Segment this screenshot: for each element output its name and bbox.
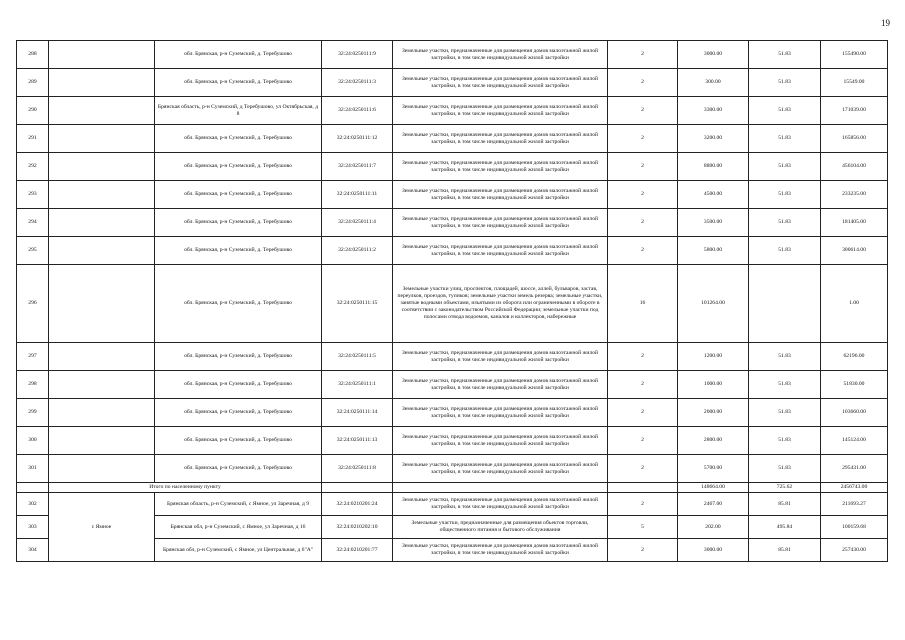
location-cell: обл. Брянская, р-н Суземский, д. Теребушово [155, 125, 322, 153]
row-number-cell: 294 [17, 209, 49, 237]
land-use-cell: Земельные участки, предназначенные для размещения домов малоэтажной жилой застройки, в том числе индивидуальной жилой застройки [393, 69, 608, 97]
empty-cell [322, 483, 393, 493]
table-row [17, 483, 888, 493]
rate-cell: 495.84 [749, 516, 821, 539]
land-use-cell: Земельные участки, предназначенные для размещения домов малоэтажной жилой застройки, в том числе индивидуальной жилой застройки [393, 427, 608, 455]
row-number-cell: 293 [17, 181, 49, 209]
cadastral-number-cell: 32:24:0250111:12 [322, 125, 393, 153]
cadastral-number-cell: 32:24:0250111:8 [322, 455, 393, 483]
land-use-cell: Земельные участки, предназначенные для размещения объектов торговли, общественного питания и бытового обслуживания [393, 516, 608, 539]
cadastral-number-cell: 32:24:0250111:7 [322, 153, 393, 181]
row-number-cell: 297 [17, 343, 49, 371]
empty-cell [49, 209, 155, 237]
area-cell: 3500.00 [678, 209, 749, 237]
use-group-cell: 2 [608, 399, 678, 427]
cadastral-number-cell: 32:24:0250111:1 [322, 371, 393, 399]
empty-cell [49, 97, 155, 125]
table-row [17, 427, 888, 455]
empty-cell [49, 125, 155, 153]
empty-cell [49, 41, 155, 69]
rate-cell: 51.83 [749, 343, 821, 371]
land-use-cell: Земельные участки, предназначенные для размещения домов малоэтажной жилой застройки, в том числе индивидуальной жилой застройки [393, 493, 608, 516]
use-group-cell: 2 [608, 125, 678, 153]
location-cell: обл. Брянская, р-н Суземский, д. Теребушово [155, 237, 322, 265]
cadastral-number-cell: 32:24:0250111:5 [322, 343, 393, 371]
area-cell: 5800.00 [678, 237, 749, 265]
location-cell: обл. Брянская, р-н Суземский, д. Теребушово [155, 209, 322, 237]
row-number-cell: 302 [17, 493, 49, 516]
use-group-cell: 2 [608, 371, 678, 399]
cadastral-value-cell: 155490.00 [821, 41, 888, 69]
table-row [17, 371, 888, 399]
empty-cell [49, 153, 155, 181]
table-row [17, 181, 888, 209]
location-cell: обл. Брянская, р-н Суземский, д. Теребушово [155, 153, 322, 181]
area-cell: 3300.00 [678, 97, 749, 125]
rate-cell: 51.83 [749, 427, 821, 455]
page-number: 19 [881, 18, 890, 28]
land-use-cell: Земельные участки, предназначенные для размещения домов малоэтажной жилой застройки, в том числе индивидуальной жилой застройки [393, 371, 608, 399]
table-row [17, 153, 888, 181]
table-row [17, 265, 888, 343]
location-cell: обл. Брянская, р-н Суземский, д. Теребушово [155, 399, 322, 427]
cadastral-value-cell: 257430.00 [821, 539, 888, 562]
cadastral-number-cell: 32:24:0210201:24 [322, 493, 393, 516]
cadastral-value-cell: 233235.00 [821, 181, 888, 209]
land-use-cell: Земельные участки, предназначенные для размещения домов малоэтажной жилой застройки, в том числе индивидуальной жилой застройки [393, 41, 608, 69]
use-group-cell: 2 [608, 493, 678, 516]
area-cell: 1000.00 [678, 371, 749, 399]
cadastral-number-cell: 32:24:0210202:10 [322, 516, 393, 539]
row-number-cell: 291 [17, 125, 49, 153]
location-cell: обл. Брянская, р-н Суземский, д. Теребушово [155, 371, 322, 399]
area-cell: 3000.00 [678, 539, 749, 562]
location-cell: обл. Брянская, р-н Суземский, д. Теребушово [155, 41, 322, 69]
area-cell: 3000.00 [678, 41, 749, 69]
empty-cell [49, 237, 155, 265]
use-group-cell: 2 [608, 181, 678, 209]
row-number-cell: 304 [17, 539, 49, 562]
rate-cell: 51.83 [749, 237, 821, 265]
land-use-cell: Земельные участки, предназначенные для размещения домов малоэтажной жилой застройки, в том числе индивидуальной жилой застройки [393, 181, 608, 209]
use-group-cell: 2 [608, 237, 678, 265]
rate-cell: 51.83 [749, 209, 821, 237]
empty-cell [608, 483, 678, 493]
row-number-cell: 288 [17, 41, 49, 69]
table-row [17, 125, 888, 153]
use-group-cell: 2 [608, 343, 678, 371]
location-cell: обл. Брянская, р-н Суземский, д. Теребушово [155, 455, 322, 483]
row-number-cell: 303 [17, 516, 49, 539]
use-group-cell: 2 [608, 153, 678, 181]
location-cell: обл. Брянская, р-н Суземский, д. Теребушово [155, 427, 322, 455]
use-group-cell: 2 [608, 209, 678, 237]
land-use-cell: Земельные участки, предназначенные для размещения домов малоэтажной жилой застройки, в том числе индивидуальной жилой застройки [393, 539, 608, 562]
cadastral-value-cell: 211693.27 [821, 493, 888, 516]
area-cell: 5700.00 [678, 455, 749, 483]
area-cell: 8800.00 [678, 153, 749, 181]
area-cell: 300.00 [678, 69, 749, 97]
cadastral-number-cell: 32:24:0250111:3 [322, 69, 393, 97]
cadastral-number-cell: 32:24:0250111:14 [322, 399, 393, 427]
rate-cell: 51.83 [749, 455, 821, 483]
empty-cell [49, 181, 155, 209]
land-use-cell: Земельные участки улиц, проспектов, площадей, шоссе, аллей, бульваров, застав, переулков, проездов, тупиков; земельные участки земель резерва; земельные участки, занятые водными объектами, изъятыми из оборота или ограниченными в обороте в соответствии с законодательством Российской Федерации; земельные участки под полосами отвода водоемов, каналов и коллекторов, набережные [393, 265, 608, 343]
area-cell: 3200.00 [678, 125, 749, 153]
location-cell: обл. Брянская, р-н Суземский, д. Теребушово [155, 265, 322, 343]
row-number-cell: 299 [17, 399, 49, 427]
cadastral-value-cell: 145124.00 [821, 427, 888, 455]
table-row [17, 493, 888, 516]
use-group-cell: 5 [608, 516, 678, 539]
location-cell: Брянская обл, р-н Суземский, с Ямное, ул Центральная, д 6"А" [155, 539, 322, 562]
land-use-cell: Земельные участки, предназначенные для размещения домов малоэтажной жилой застройки, в том числе индивидуальной жилой застройки [393, 125, 608, 153]
rate-cell: 51.83 [749, 69, 821, 97]
land-use-cell: Земельные участки, предназначенные для размещения домов малоэтажной жилой застройки, в том числе индивидуальной жилой застройки [393, 399, 608, 427]
row-number-cell: 298 [17, 371, 49, 399]
row-number-cell: 292 [17, 153, 49, 181]
table-row [17, 41, 888, 69]
empty-cell [49, 69, 155, 97]
area-cell: 1200.00 [678, 343, 749, 371]
empty-cell [49, 343, 155, 371]
cadastral-number-cell: 32:24:0250111:13 [322, 427, 393, 455]
cadastral-number-cell: 32:24:0250111:2 [322, 237, 393, 265]
cadastral-value-cell: 165856.00 [821, 125, 888, 153]
land-use-cell: Земельные участки, предназначенные для размещения домов малоэтажной жилой застройки, в том числе индивидуальной жилой застройки [393, 209, 608, 237]
use-group-cell: 2 [608, 69, 678, 97]
cadastral-value-cell: 171039.00 [821, 97, 888, 125]
empty-cell [49, 265, 155, 343]
use-group-cell: 2 [608, 97, 678, 125]
rate-cell: 51.83 [749, 181, 821, 209]
table-row [17, 97, 888, 125]
rate-cell: 51.83 [749, 371, 821, 399]
location-cell: Брянская область, р-н Суземский, с Ямное, ул Заречная, д 9 [155, 493, 322, 516]
cadastral-value-cell: 181405.00 [821, 209, 888, 237]
rate-cell [749, 265, 821, 343]
area-cell: 2000.00 [678, 399, 749, 427]
location-cell: Брянская обл, р-н Суземский, с Ямное, ул Заречная, д 16 [155, 516, 322, 539]
rate-cell: 85.81 [749, 493, 821, 516]
cadastral-value-cell: 51830.00 [821, 371, 888, 399]
land-use-cell: Земельные участки, предназначенные для размещения домов малоэтажной жилой застройки, в том числе индивидуальной жилой застройки [393, 343, 608, 371]
empty-cell [49, 399, 155, 427]
row-number-cell: 295 [17, 237, 49, 265]
rate-cell: 85.81 [749, 539, 821, 562]
row-number-cell: 301 [17, 455, 49, 483]
table-row [17, 343, 888, 371]
rate-cell: 51.83 [749, 399, 821, 427]
location-cell: обл. Брянская, р-н Суземский, д. Теребушово [155, 343, 322, 371]
use-group-cell: 2 [608, 427, 678, 455]
cadastral-number-cell: 32:24:0250111:6 [322, 97, 393, 125]
table-row [17, 69, 888, 97]
subtotal-label: Итого по населенному пункту [49, 483, 322, 493]
cadastral-value-cell: 15549.00 [821, 69, 888, 97]
rate-cell: 51.83 [749, 97, 821, 125]
area-cell: 101264.00 [678, 265, 749, 343]
cadastral-number-cell: 32:24:0210201:77 [322, 539, 393, 562]
subtotal-value: 2456743.00 [821, 483, 888, 493]
location-cell: Брянская область, р-н Суземский, д Теребушово, ул Октябрьская, д 8 [155, 97, 322, 125]
row-number-cell: 296 [17, 265, 49, 343]
table-body [17, 41, 888, 562]
empty-cell [49, 427, 155, 455]
subtotal-area: 148664.00 [678, 483, 749, 493]
land-use-cell: Земельные участки, предназначенные для размещения домов малоэтажной жилой застройки, в том числе индивидуальной жилой застройки [393, 455, 608, 483]
cadastral-number-cell: 32:24:0250111:11 [322, 181, 393, 209]
table-row [17, 237, 888, 265]
use-group-cell: 2 [608, 455, 678, 483]
area-cell: 4500.00 [678, 181, 749, 209]
empty-cell [49, 371, 155, 399]
table-row [17, 455, 888, 483]
use-group-cell: 2 [608, 41, 678, 69]
land-use-cell: Земельные участки, предназначенные для размещения домов малоэтажной жилой застройки, в том числе индивидуальной жилой застройки [393, 153, 608, 181]
cadastral-number-cell: 32:24:0250111:9 [322, 41, 393, 69]
cadastral-value-cell: 300614.00 [821, 237, 888, 265]
cadastral-value-cell: 103660.00 [821, 399, 888, 427]
row-number-cell: 290 [17, 97, 49, 125]
row-number-cell: 289 [17, 69, 49, 97]
area-cell: 202.00 [678, 516, 749, 539]
empty-cell [17, 483, 49, 493]
rate-cell: 51.83 [749, 153, 821, 181]
empty-cell [49, 455, 155, 483]
rate-cell: 51.83 [749, 125, 821, 153]
table-row [17, 209, 888, 237]
settlement-name: с Ямное [49, 493, 155, 562]
area-cell: 2467.00 [678, 493, 749, 516]
table-row [17, 399, 888, 427]
rate-cell: 51.83 [749, 41, 821, 69]
row-number-cell: 300 [17, 427, 49, 455]
subtotal-rate: 725.62 [749, 483, 821, 493]
use-group-cell: 16 [608, 265, 678, 343]
location-cell: обл. Брянская, р-н Суземский, д. Теребушово [155, 69, 322, 97]
empty-cell [393, 483, 608, 493]
cadastral-number-cell: 32:24:0250111:4 [322, 209, 393, 237]
cadastral-value-cell: 1.00 [821, 265, 888, 343]
location-cell: обл. Брянская, р-н Суземский, д. Теребушово [155, 181, 322, 209]
cadastral-value-cell: 295431.00 [821, 455, 888, 483]
use-group-cell: 2 [608, 539, 678, 562]
cadastral-value-cell: 456104.00 [821, 153, 888, 181]
cadastral-value-cell: 62196.00 [821, 343, 888, 371]
land-cadastral-table [16, 40, 888, 562]
land-use-cell: Земельные участки, предназначенные для размещения домов малоэтажной жилой застройки, в том числе индивидуальной жилой застройки [393, 237, 608, 265]
land-use-cell: Земельные участки, предназначенные для размещения домов малоэтажной жилой застройки, в том числе индивидуальной жилой застройки [393, 97, 608, 125]
cadastral-value-cell: 100159.68 [821, 516, 888, 539]
area-cell: 2800.00 [678, 427, 749, 455]
cadastral-number-cell: 32:24:0250111:15 [322, 265, 393, 343]
